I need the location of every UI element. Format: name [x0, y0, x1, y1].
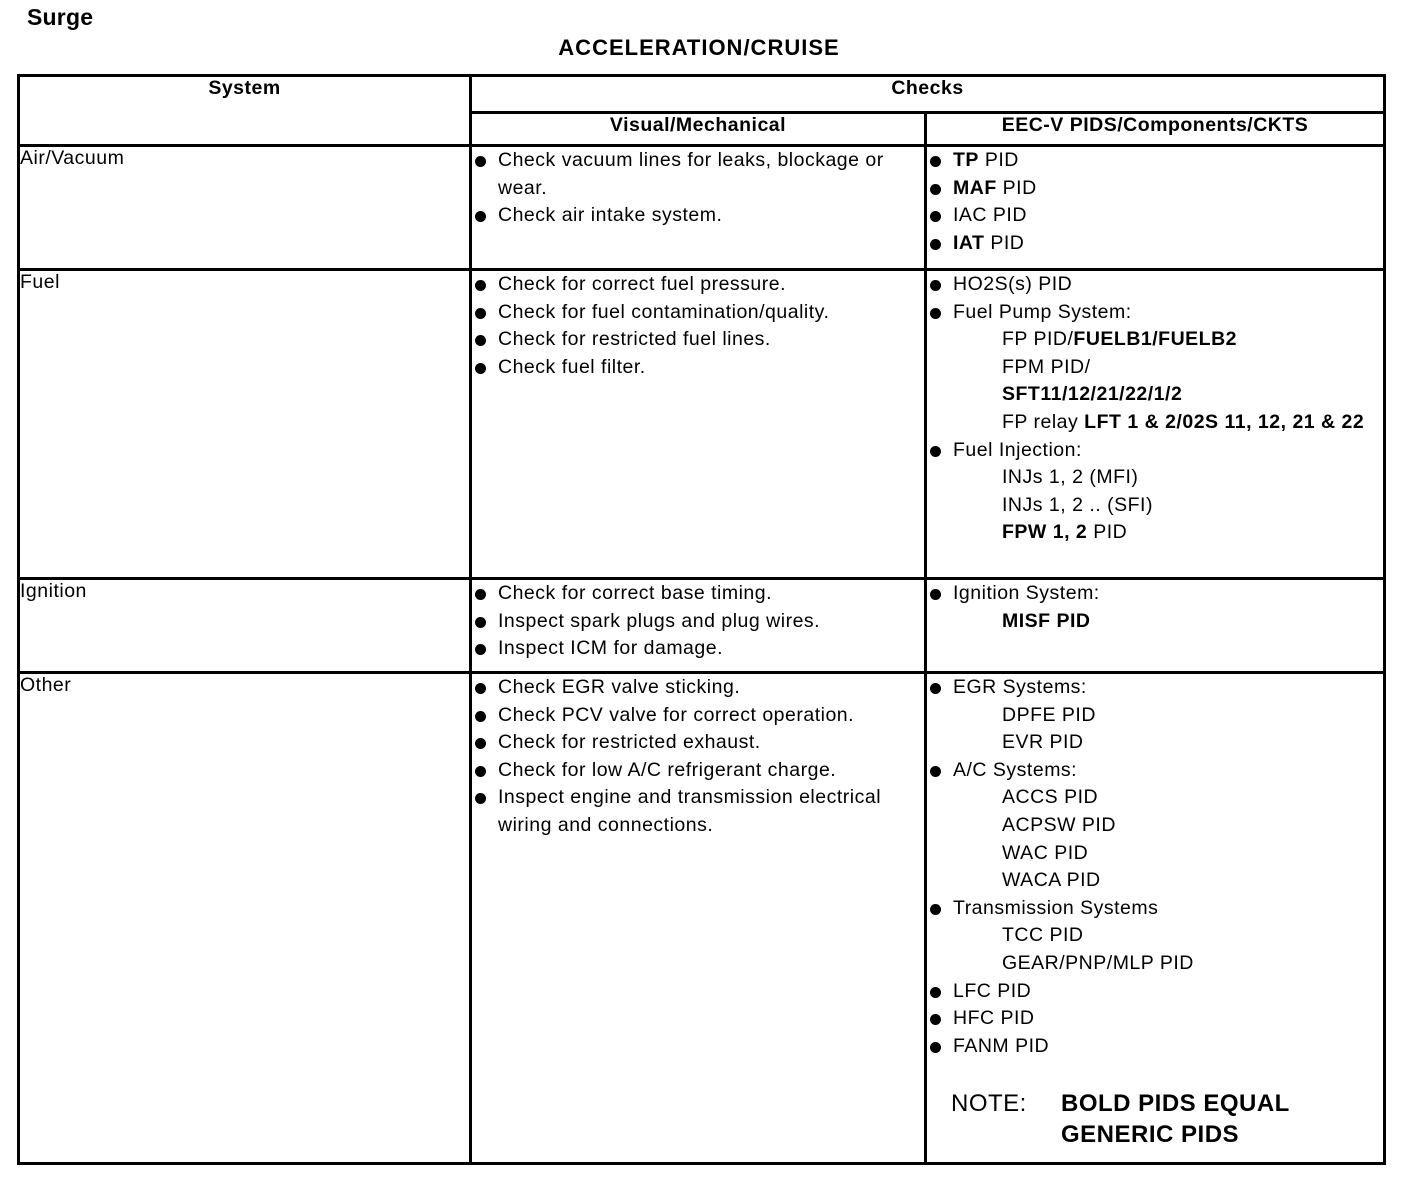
- list-item: Check vacuum lines for leaks, blockage or wear.: [472, 147, 924, 202]
- fuel-injection-label: Fuel Injection:: [953, 438, 1082, 461]
- eec-cell: [926, 270, 1385, 579]
- header-row-top: [19, 76, 1385, 113]
- diagnostic-table: [17, 74, 1386, 1165]
- gear-pid: GEAR/PNP/MLP PID: [1002, 951, 1194, 974]
- accs-pid: ACCS PID: [1002, 786, 1099, 809]
- list-item: FANM PID: [927, 1033, 1383, 1061]
- visual-cell: [471, 673, 926, 1164]
- system-cell: Other: [19, 673, 471, 1164]
- list-item: Check for fuel contamination/quality.: [472, 299, 924, 327]
- maf-pid-bold: MAF: [953, 176, 997, 199]
- list-item: [927, 437, 1383, 547]
- list-item: IAC PID: [927, 202, 1383, 230]
- transmission-label: Transmission Systems: [953, 896, 1159, 919]
- waca-pid: WACA PID: [1002, 869, 1101, 892]
- header-eec: EEC-V PIDS/Components/CKTS: [926, 113, 1385, 146]
- injs-sfi: INJs 1, 2 .. (SFI): [1002, 493, 1153, 516]
- list-item: [927, 895, 1383, 978]
- note-block: [927, 1088, 1383, 1150]
- note-label: NOTE:: [951, 1090, 1027, 1118]
- list-item: [927, 674, 1383, 757]
- fp-pid-line: [953, 326, 1383, 354]
- fuelb-pid: FUELB1/FUELB2: [1073, 328, 1238, 351]
- list-item: HFC PID: [927, 1005, 1383, 1033]
- fp-relay-line: [953, 409, 1383, 437]
- evr-pid: EVR PID: [1002, 731, 1084, 754]
- iat-pid-rest: PID: [984, 231, 1025, 254]
- list-item: Check fuel filter.: [472, 354, 924, 382]
- table-row: [19, 673, 1385, 1164]
- fpw-pid-bold: FPW 1, 2: [1002, 521, 1088, 544]
- list-item: Inspect ICM for damage.: [472, 635, 924, 663]
- egr-systems-label: EGR Systems:: [953, 676, 1087, 698]
- table-row: [19, 579, 1385, 673]
- list-item: Check for low A/C refrigerant charge.: [472, 757, 924, 785]
- lft-pid: LFT 1 & 2/02S 11, 12, 21 & 22: [1084, 410, 1365, 433]
- acpsw-pid: ACPSW PID: [1002, 813, 1116, 836]
- wac-pid: WAC PID: [1002, 841, 1089, 864]
- system-cell: Air/Vacuum: [19, 146, 471, 270]
- ignition-system-label: Ignition System:: [953, 582, 1100, 604]
- list-item: HO2S(s) PID: [927, 271, 1383, 299]
- note-text: [1061, 1088, 1290, 1150]
- maf-pid-rest: PID: [996, 176, 1037, 199]
- eec-cell: [926, 673, 1385, 1164]
- tcc-pid: TCC PID: [1002, 924, 1084, 947]
- table-row: [19, 146, 1385, 270]
- header-checks: Checks: [471, 76, 1385, 113]
- system-cell: Ignition: [19, 579, 471, 673]
- tp-pid-rest: PID: [978, 149, 1019, 171]
- tp-pid-bold: TP: [953, 149, 979, 171]
- fuel-pump-label: Fuel Pump System:: [953, 300, 1132, 323]
- list-item: Check for restricted exhaust.: [472, 729, 924, 757]
- list-item: Inspect engine and transmission electrical wiring and connections.: [472, 784, 924, 839]
- ac-systems-label: A/C Systems:: [953, 758, 1078, 781]
- header-visual: Visual/Mechanical: [471, 113, 926, 146]
- note-text-line2: GENERIC PIDS: [1061, 1121, 1240, 1149]
- iat-pid-bold: IAT: [953, 231, 985, 254]
- fp-relay: FP relay: [1002, 410, 1085, 433]
- fpm-pid: FPM PID/: [1002, 355, 1091, 378]
- eec-cell: [926, 146, 1385, 270]
- list-item: Inspect spark plugs and plug wires.: [472, 608, 924, 636]
- dpfe-pid: DPFE PID: [1002, 703, 1096, 726]
- header-system: System: [19, 76, 471, 146]
- fpw-line: [953, 519, 1383, 547]
- list-item: [927, 175, 1383, 203]
- note-text-line1: BOLD PIDS EQUAL: [1061, 1090, 1290, 1118]
- fpw-pid-rest: PID: [1087, 521, 1128, 544]
- visual-cell: [471, 146, 926, 270]
- list-item: Check for restricted fuel lines.: [472, 326, 924, 354]
- list-item: Check for correct base timing.: [472, 580, 924, 608]
- sft-pid: SFT11/12/21/22/1/2: [1002, 383, 1183, 406]
- list-item: Check for correct fuel pressure.: [472, 271, 924, 299]
- list-item: [927, 757, 1383, 895]
- list-item: [927, 299, 1383, 437]
- fp-pid: FP PID/: [1002, 328, 1074, 351]
- page-title: Surge: [27, 4, 94, 30]
- list-item: [927, 147, 1383, 175]
- list-item: LFC PID: [927, 978, 1383, 1006]
- table-row: [19, 270, 1385, 579]
- visual-cell: [471, 579, 926, 673]
- system-cell: Fuel: [19, 270, 471, 579]
- list-item: [927, 230, 1383, 258]
- list-item: Check PCV valve for correct operation.: [472, 702, 924, 730]
- visual-cell: [471, 270, 926, 579]
- list-item: Check EGR valve sticking.: [472, 674, 924, 702]
- list-item: Check air intake system.: [472, 202, 924, 230]
- eec-cell: [926, 579, 1385, 673]
- injs-mfi: INJs 1, 2 (MFI): [1002, 466, 1139, 489]
- page-subtitle: ACCELERATION/CRUISE: [558, 35, 840, 60]
- list-item: [927, 580, 1383, 635]
- misf-pid: MISF PID: [1002, 609, 1091, 632]
